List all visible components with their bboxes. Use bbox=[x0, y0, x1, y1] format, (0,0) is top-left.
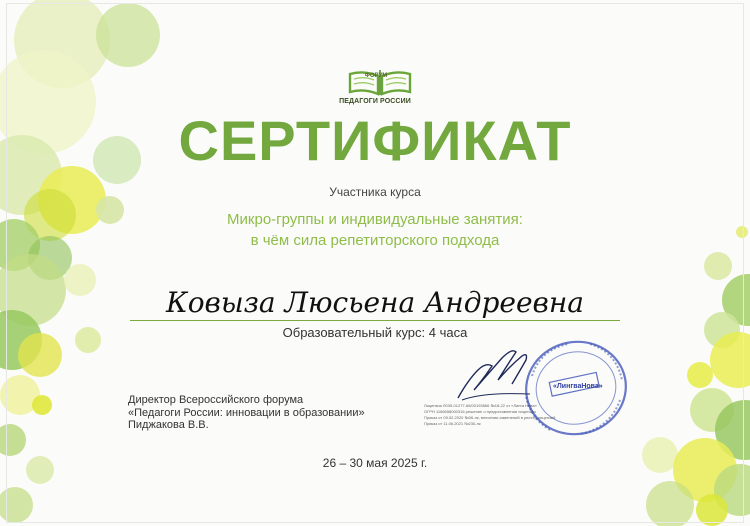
license-line-4: Приказ от 11.06.2021 №230-лк bbox=[424, 421, 481, 426]
signature-icon bbox=[454, 340, 534, 405]
license-line-2: ОГРН 1166658000316 решение о предоставлении лицензии bbox=[424, 409, 536, 414]
stamp-label: «ЛингваНова» bbox=[553, 383, 603, 390]
course-hours: Образовательный курс: 4 часа bbox=[282, 325, 468, 340]
certificate-title: СЕРТИФИКАТ bbox=[178, 109, 572, 172]
name-underline bbox=[130, 320, 620, 321]
course-date: 26 – 30 мая 2025 г. bbox=[322, 456, 428, 470]
course-title bbox=[150, 209, 600, 251]
participant-label: Участника курса bbox=[329, 185, 421, 199]
director-block bbox=[128, 394, 428, 432]
director-line-1: Директор Всероссийского форума bbox=[128, 394, 304, 406]
license-line-3: Приказ от 09.02.2020 №06-лк, внесении изменений в реестр лицензий bbox=[424, 415, 556, 420]
course-title-line-2: в чём сила репетиторского подхода bbox=[250, 232, 500, 249]
logo-bottom-text: ПЕДАГОГИ РОССИИ bbox=[339, 98, 411, 105]
course-title-line-1: Микро-группы и индивидуальные занятия: bbox=[227, 211, 523, 228]
license-line-1: Лицензия Л035-01277-66/00193866 №18-22 от «Линга Нова» bbox=[424, 403, 537, 408]
recipient-name: Ковыза Люсьена Андреевна bbox=[166, 286, 584, 319]
logo-top-text: ФОРУМ bbox=[364, 73, 388, 79]
director-line-3: Пиджакова В.В. bbox=[128, 419, 209, 431]
director-line-2: «Педагоги России: инновации в образовании» bbox=[128, 406, 365, 419]
